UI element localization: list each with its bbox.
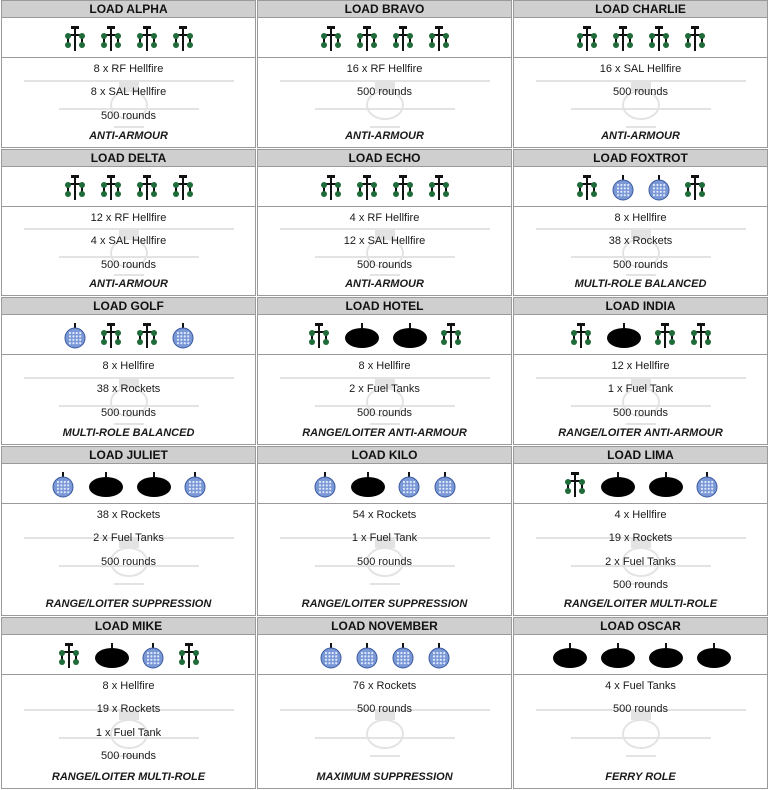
load-card [257, 149, 512, 296]
load-item: 2 x Fuel Tanks [605, 555, 676, 568]
load-details [2, 58, 255, 145]
load-role: ANTI-ARMOUR [601, 130, 680, 142]
load-item: 12 x SAL Hellfire [343, 235, 426, 248]
load-item: 500 rounds [356, 406, 413, 419]
fuel-tank-icon [606, 323, 640, 349]
load-title: LOAD CHARLIE [514, 1, 767, 18]
load-details [514, 675, 767, 786]
load-role: RANGE/LOITER SUPPRESSION [301, 598, 468, 610]
hellfire-launcher-icon [684, 26, 706, 52]
hellfire-launcher-icon [570, 323, 592, 349]
load-role: ANTI-ARMOUR [345, 130, 424, 142]
load-item: 2 x Fuel Tanks [349, 383, 420, 396]
load-item: 500 rounds [612, 86, 669, 99]
ordnance-icons [514, 315, 767, 355]
load-items [258, 207, 511, 277]
rocket-pod-icon [172, 323, 194, 349]
load-title: LOAD HOTEL [258, 298, 511, 315]
load-items [2, 355, 255, 425]
load-role: MULTI-ROLE BALANCED [574, 278, 707, 290]
load-title: LOAD KILO [258, 447, 511, 464]
fuel-tank-icon [344, 323, 378, 349]
hellfire-launcher-icon [684, 175, 706, 201]
load-items [514, 207, 767, 277]
load-item: 8 x SAL Hellfire [90, 86, 167, 99]
rocket-pod-icon [52, 472, 74, 498]
load-item: 8 x Hellfire [102, 680, 155, 692]
load-role: RANGE/LOITER MULTI-ROLE [563, 598, 718, 610]
ordnance-icons [2, 315, 255, 355]
hellfire-launcher-icon [58, 643, 80, 669]
fuel-tank-icon [350, 472, 384, 498]
load-item: 8 x RF Hellfire [93, 63, 164, 75]
ordnance-icons [514, 18, 767, 58]
load-item: 500 rounds [356, 86, 413, 99]
column-1 [1, 0, 256, 790]
hellfire-launcher-icon [428, 26, 450, 52]
load-role: ANTI-ARMOUR [345, 278, 424, 290]
load-title: LOAD BRAVO [258, 1, 511, 18]
rocket-pod-icon [184, 472, 206, 498]
ordnance-icons [514, 635, 767, 675]
hellfire-launcher-icon [178, 643, 200, 669]
rocket-pod-icon [392, 643, 414, 669]
load-item: 1 x Fuel Tank [95, 726, 162, 739]
load-role: RANGE/LOITER ANTI-ARMOUR [558, 427, 723, 439]
load-title: LOAD NOVEMBER [258, 618, 511, 635]
load-details [258, 207, 511, 293]
load-item: 2 x Fuel Tanks [93, 532, 164, 545]
load-item: 1 x Fuel Tank [351, 532, 418, 545]
load-item: 8 x Hellfire [358, 360, 411, 372]
load-item: 38 x Rockets [608, 235, 673, 248]
load-items [2, 675, 255, 768]
load-items [258, 675, 511, 722]
load-item: 500 rounds [612, 578, 669, 591]
load-item: 54 x Rockets [352, 509, 417, 521]
load-item: 16 x SAL Hellfire [599, 63, 682, 75]
load-title: LOAD OSCAR [514, 618, 767, 635]
load-item: 500 rounds [100, 109, 157, 122]
fuel-tank-icon [600, 472, 634, 498]
load-title: LOAD ALPHA [2, 1, 255, 18]
load-item: 19 x Rockets [96, 703, 161, 716]
load-item: 1 x Fuel Tank [607, 383, 674, 396]
load-details [258, 675, 511, 786]
hellfire-launcher-icon [564, 472, 586, 498]
rocket-pod-icon [398, 472, 420, 498]
hellfire-launcher-icon [136, 323, 158, 349]
load-items [514, 504, 767, 597]
load-title: LOAD DELTA [2, 150, 255, 167]
load-role: ANTI-ARMOUR [89, 130, 168, 142]
ordnance-icons [2, 167, 255, 207]
load-item: 500 rounds [100, 749, 157, 762]
hellfire-launcher-icon [356, 26, 378, 52]
fuel-tank-icon [648, 643, 682, 669]
load-card [513, 617, 768, 789]
load-card [1, 297, 256, 445]
rocket-pod-icon [320, 643, 342, 669]
fuel-tank-icon [88, 472, 122, 498]
load-item: 4 x Hellfire [614, 509, 667, 521]
load-item: 500 rounds [356, 555, 413, 568]
load-details [514, 58, 767, 145]
load-card [1, 446, 256, 616]
load-item: 12 x Hellfire [611, 360, 670, 372]
load-card [257, 0, 512, 148]
ordnance-icons [258, 315, 511, 355]
load-title: LOAD ECHO [258, 150, 511, 167]
load-item: 38 x Rockets [96, 383, 161, 396]
load-item: 8 x Hellfire [614, 212, 667, 224]
load-details [514, 355, 767, 442]
load-item: 500 rounds [356, 258, 413, 271]
load-item: 500 rounds [612, 258, 669, 271]
rocket-pod-icon [696, 472, 718, 498]
rocket-pod-icon [64, 323, 86, 349]
load-item: 500 rounds [612, 406, 669, 419]
load-details [258, 58, 511, 145]
load-card [1, 149, 256, 296]
load-title: LOAD LIMA [514, 447, 767, 464]
hellfire-launcher-icon [320, 175, 342, 201]
load-card [513, 446, 768, 616]
load-details [2, 207, 255, 293]
load-items [514, 355, 767, 425]
ordnance-icons [2, 635, 255, 675]
load-card [257, 446, 512, 616]
fuel-tank-icon [392, 323, 426, 349]
fuel-tank-icon [136, 472, 170, 498]
rocket-pod-icon [356, 643, 378, 669]
load-role: ANTI-ARMOUR [89, 278, 168, 290]
hellfire-launcher-icon [64, 175, 86, 201]
load-items [258, 355, 511, 425]
load-item: 500 rounds [100, 258, 157, 271]
load-item: 4 x Fuel Tanks [605, 680, 676, 692]
rocket-pod-icon [142, 643, 164, 669]
load-details [514, 504, 767, 613]
load-title: LOAD FOXTROT [514, 150, 767, 167]
load-item: 500 rounds [612, 703, 669, 716]
load-title: LOAD GOLF [2, 298, 255, 315]
ordnance-icons [258, 18, 511, 58]
load-details [258, 355, 511, 442]
hellfire-launcher-icon [576, 26, 598, 52]
load-item: 500 rounds [356, 703, 413, 716]
load-title: LOAD MIKE [2, 618, 255, 635]
load-details [514, 207, 767, 293]
load-role: RANGE/LOITER ANTI-ARMOUR [302, 427, 467, 439]
load-items [514, 675, 767, 722]
load-title: LOAD INDIA [514, 298, 767, 315]
load-item: 76 x Rockets [352, 680, 417, 692]
load-item: 8 x Hellfire [102, 360, 155, 372]
load-role: RANGE/LOITER MULTI-ROLE [51, 771, 206, 783]
load-role: MAXIMUM SUPPRESSION [316, 771, 453, 783]
ordnance-icons [258, 167, 511, 207]
load-items [2, 207, 255, 277]
ordnance-icons [258, 464, 511, 504]
load-details [2, 504, 255, 613]
rocket-pod-icon [612, 175, 634, 201]
load-items [2, 504, 255, 574]
hellfire-launcher-icon [440, 323, 462, 349]
fuel-tank-icon [552, 643, 586, 669]
load-item: 500 rounds [100, 555, 157, 568]
fuel-tank-icon [696, 643, 730, 669]
load-role: RANGE/LOITER SUPPRESSION [45, 598, 212, 610]
rocket-pod-icon [648, 175, 670, 201]
fuel-tank-icon [94, 643, 128, 669]
rocket-pod-icon [314, 472, 336, 498]
hellfire-launcher-icon [136, 26, 158, 52]
load-item: 38 x Rockets [96, 509, 161, 521]
ordnance-icons [514, 167, 767, 207]
hellfire-launcher-icon [100, 175, 122, 201]
column-2 [257, 0, 512, 790]
load-card [513, 0, 768, 148]
ordnance-icons [2, 18, 255, 58]
load-title: LOAD JULIET [2, 447, 255, 464]
load-details [258, 504, 511, 613]
load-item: 4 x SAL Hellfire [90, 235, 167, 248]
hellfire-launcher-icon [172, 26, 194, 52]
load-role: MULTI-ROLE BALANCED [62, 427, 195, 439]
load-item: 500 rounds [100, 406, 157, 419]
rocket-pod-icon [428, 643, 450, 669]
load-item: 16 x RF Hellfire [346, 63, 423, 75]
load-items [258, 58, 511, 105]
hellfire-launcher-icon [690, 323, 712, 349]
fuel-tank-icon [648, 472, 682, 498]
load-item: 19 x Rockets [608, 532, 673, 545]
hellfire-launcher-icon [64, 26, 86, 52]
hellfire-launcher-icon [320, 26, 342, 52]
load-details [2, 675, 255, 786]
load-items [514, 58, 767, 105]
ordnance-icons [258, 635, 511, 675]
hellfire-launcher-icon [172, 175, 194, 201]
hellfire-launcher-icon [654, 323, 676, 349]
hellfire-launcher-icon [308, 323, 330, 349]
hellfire-launcher-icon [100, 323, 122, 349]
load-card [513, 149, 768, 296]
hellfire-launcher-icon [428, 175, 450, 201]
load-card [1, 617, 256, 789]
load-items [2, 58, 255, 128]
hellfire-launcher-icon [576, 175, 598, 201]
hellfire-launcher-icon [356, 175, 378, 201]
hellfire-launcher-icon [392, 175, 414, 201]
hellfire-launcher-icon [100, 26, 122, 52]
ordnance-icons [2, 464, 255, 504]
column-3 [513, 0, 768, 790]
fuel-tank-icon [600, 643, 634, 669]
load-role: FERRY ROLE [605, 771, 676, 783]
load-item: 4 x RF Hellfire [349, 212, 420, 224]
load-details [2, 355, 255, 442]
loadout-grid [1, 0, 767, 790]
load-card [257, 297, 512, 445]
hellfire-launcher-icon [648, 26, 670, 52]
hellfire-launcher-icon [392, 26, 414, 52]
hellfire-launcher-icon [612, 26, 634, 52]
load-card [1, 0, 256, 148]
load-item: 12 x RF Hellfire [90, 212, 167, 224]
ordnance-icons [514, 464, 767, 504]
hellfire-launcher-icon [136, 175, 158, 201]
load-card [257, 617, 512, 789]
load-items [258, 504, 511, 574]
rocket-pod-icon [434, 472, 456, 498]
load-card [513, 297, 768, 445]
